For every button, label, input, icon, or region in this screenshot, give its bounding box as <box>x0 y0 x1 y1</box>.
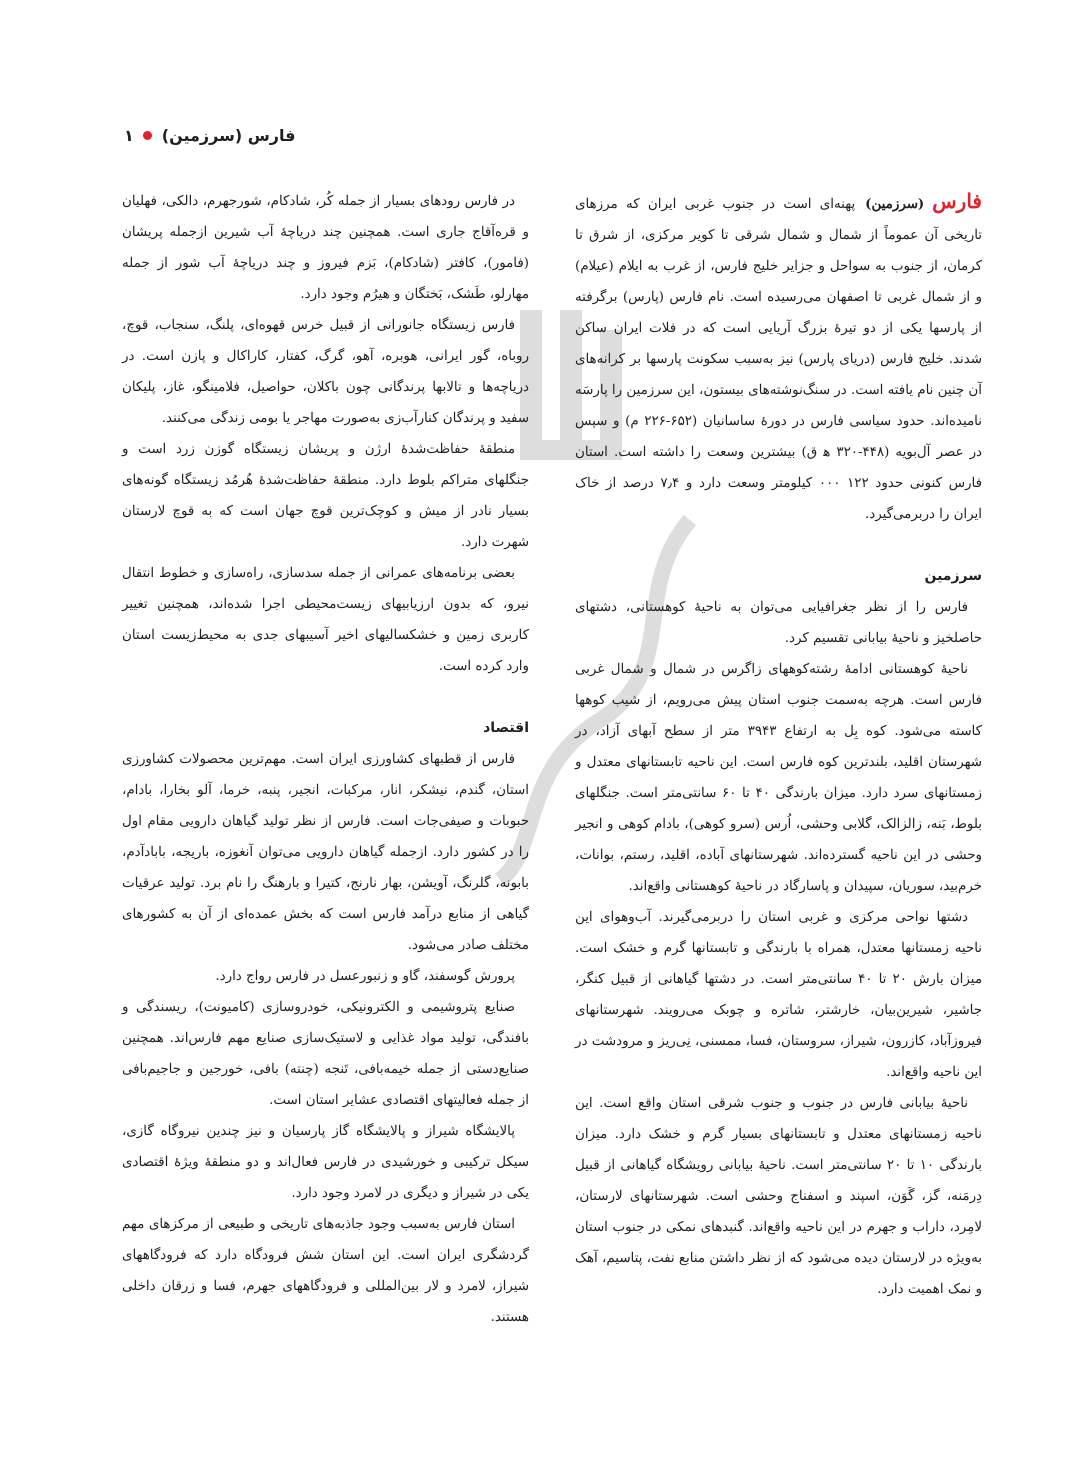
intro-paragraph <box>575 186 982 530</box>
paragraph: ناحیهٔ بیابانی فارس در جنوب و جنوب شرقی استان واقع است. این ناحیه زمستانهای معتدل و تابستانهای بسیار گرم و خشک دارد. میزان بارندگی ۱۰ تا ۲۰ سانتی‌متر است. ناحیهٔ بیابانی رویشگاه گیاهانی از قبیل دِرمَنه، گز، گَوَن، اسپند و اسفناج وحشی است. شهرستانهای لارستان، لامِرد، داراب و جهرم در این ناحیه واقع‌اند. گنبدهای نمکی در جنوب استان به‌ویژه در لارستان دیده می‌شود که از نظر داشتن منابع نفت، پتاسیم، آهک و نمک اهمیت دارد. <box>575 1096 982 1297</box>
paragraph: فارس زیستگاه جانورانی از قبیل خرس قهوه‌ای، پلنگ، سنجاب، قوچ، روباه، گور ایرانی، هوبره، آهو، گرگ، کفتار، کاراکال و پازن است. در دریاچه‌ها و تالابها پرندگانی چون باکلان، حواصیل، فلامینگو، غاز، پلیکان سفید و پرندگان کنارآب‌زی به‌صورت مهاجر یا بومی زندگی می‌کنند. <box>122 318 529 426</box>
paragraph: منطقهٔ حفاظت‌شدهٔ ارژن و پریشان زیستگاه گوزن زرد است و جنگلهای متراکم بلوط دارد. منطقهٔ حفاظت‌شدهٔ هُرمُد زیستگاه گونه‌های بسیار نادر از میش و کوچک‌ترین قوچ جهان است که به قوچ لارستان شهرت دارد. <box>122 442 529 550</box>
intro-text: پهنه‌ای است در جنوب غربی ایران که مرزهای تاریخی آن عموماً از شمال و شمال شرقی تا کویر مرکزی، از شرق تا کرمان، از جنوب به سواحل و جزایر خلیج فارس، از غرب به ایلام (عیلام) و از شمال غربی تا اصفهان می‌رسیده است. نام فارس (پارس) برگرفته از پارسها یکی از دو تیرهٔ بزرگ آریایی است که در فلات ایران ساکن شدند. خلیج فارس (دریای پارس) نیز به‌سبب سکونت پارسها بر کرانه‌های آن چنین نام یافته است. در سنگ‌نوشته‌های بیستون، این سرزمین را پارسَه نامیده‌اند. حدود سیاسی فارس در دورهٔ ساسانیان (۶۵۲-۲۲۶ م) و سپس در عصر آل‌بویه (۴۴۸-۳۲۰ ه‍ ق) بیشترین وسعت را داشته است. استان فارس کنونی حدود ۱۲۲ ۰۰۰ کیلومتر وسعت دارد و ۷٫۴ درصد از خاک ایران را دربرمی‌گیرد. <box>575 197 982 522</box>
page-header <box>124 121 956 149</box>
paragraph: صنایع پتروشیمی و الکترونیکی، خودروسازی (کامیونت)، ریسندگی و بافندگی، تولید مواد غذایی و لاستیک‌سازی صنایع مهم فارس‌اند. همچنین صنایع‌دستی از جمله خیمه‌بافی، تَنجه (چنته) بافی، خورجین و جاجیم‌بافی از جمله فعالیتهای اقتصادی عشایر استان است. <box>122 1000 529 1108</box>
paragraph: استان فارس به‌سبب وجود جاذبه‌های تاریخی و طبیعی از مرکزهای مهم گردشگری ایران است. این استان شش فرودگاه دارد که فرودگاههای شیراز، لامرد و لار بین‌المللی و فرودگاههای جهرم، فسا و زرقان داخلی هستند. <box>122 1217 529 1325</box>
paragraph: در فارس رودهای بسیار از جمله کُر، شادکام، شورجهرم، دالکی، فهلیان و قره‌آقاج جاری است. همچنین چند دریاچهٔ آب شیرین ازجمله پریشان (فامور)، کافتر (شادکام)، بَزم فیروز و چند دریاچهٔ آب شور از جمله مهارلو، طَشک، بَختگان و هیرُم وجود دارد. <box>122 194 529 302</box>
section-heading-economy: اقتصاد <box>483 720 529 736</box>
left-column <box>122 186 529 1333</box>
paragraph: فارس از قطبهای کشاورزی ایران است. مهم‌ترین محصولات کشاورزی استان، گندم، نیشکر، انار، مرکبات، انجیر، پنبه، خرما، آلو بخارا، بادام، حبوبات و صیفی‌جات است. فارس از نظر تولید گیاهان دارویی مقام اول را در کشور دارد. ازجمله گیاهان دارویی می‌توان آنغوزه، باریجه، بابادآدم، بابونه، گلرنگ، آویشن، بهار نارنج، کتیرا و بارهنگ را نام برد. تولید عرقیات گیاهی از منابع درآمد فارس است که بخش عمده‌ای از آن به کشورهای مختلف صادر می‌شود. <box>122 752 529 953</box>
entry-subtitle: (سرزمین) <box>865 196 925 212</box>
right-column <box>575 186 982 1305</box>
page-number: ۱ <box>124 125 134 145</box>
section-heading-land: سرزمین <box>924 568 982 584</box>
paragraph: بعضی برنامه‌های عمرانی از جمله سدسازی، راه‌سازی و خطوط انتقال نیرو، که بدون ارزیابیهای زیست‌محیطی اجرا شده‌اند، همچنین تغییر کاربری زمین و خشکسالیهای اخیر آسیبهای جدی به محیط‌زیست استان وارد کرده است. <box>122 566 529 674</box>
paragraph: پالایشگاه شیراز و پالایشگاه گاز پارسیان و نیز چندین نیروگاه گازی، سیکل ترکیبی و خورشیدی در فارس فعال‌اند و دو منطقهٔ ویژهٔ اقتصادی یکی در شیراز و دیگری در لامرد وجود دارد. <box>122 1124 529 1201</box>
paragraph: پرورش گوسفند، گاو و زنبورعسل در فارس رواج دارد. <box>215 969 515 984</box>
paragraph: دشتها نواحی مرکزی و غربی استان را دربرمی‌گیرند. آب‌وهوای این ناحیه زمستانها معتدل، همراه با بارندگی و تابستانها گرم و خشک است. میزان بارش ۲۰ تا ۴۰ سانتی‌متر است. در دشتها گیاهانی از قبیل کنگر، جاشیر، شیرین‌بیان، خارشتر، شاتره و چوبک می‌رویند. شهرستانهای فیروزآباد، کازرون، شیراز، سروستان، فسا، ممسنی، نِی‌ریز و مرودشت در این ناحیه واقع‌اند. <box>575 910 982 1080</box>
bullet-dot-icon <box>143 131 152 140</box>
running-title: فارس (سرزمین) <box>161 125 296 145</box>
paragraph: فارس را از نظر جغرافیایی می‌توان به ناحیهٔ کوهستانی، دشتهای حاصلخیز و ناحیهٔ بیابانی تقسیم کرد. <box>575 600 982 646</box>
entry-title: فارس <box>932 189 982 213</box>
paragraph: ناحیهٔ کوهستانی ادامهٔ رشته‌کوههای زاگرس در شمال و شمال غربی فارس است. هرچه به‌سمت جنوب استان پیش می‌رویم، از شیب کوهها کاسته می‌شود. کوه بِل به ارتفاع ۳۹۴۳ متر از سطح آبهای آزاد، در شهرستان اقلید، بلندترین کوه فارس است. این ناحیه تابستانهای معتدل و زمستانهای سرد دارد. میزان بارندگی ۴۰ تا ۶۰ سانتی‌متر است. جنگلهای بلوط، بَنه، زالزالک، گلابی وحشی، اُرس (سرو کوهی)، بادام کوهی و انجیر وحشی در این ناحیه گسترده‌اند. شهرستانهای آباده، اقلید، رستم، بوانات، خرم‌بید، سوریان، سپیدان و پاسارگاد در ناحیهٔ کوهستانی واقع‌اند. <box>575 662 983 894</box>
